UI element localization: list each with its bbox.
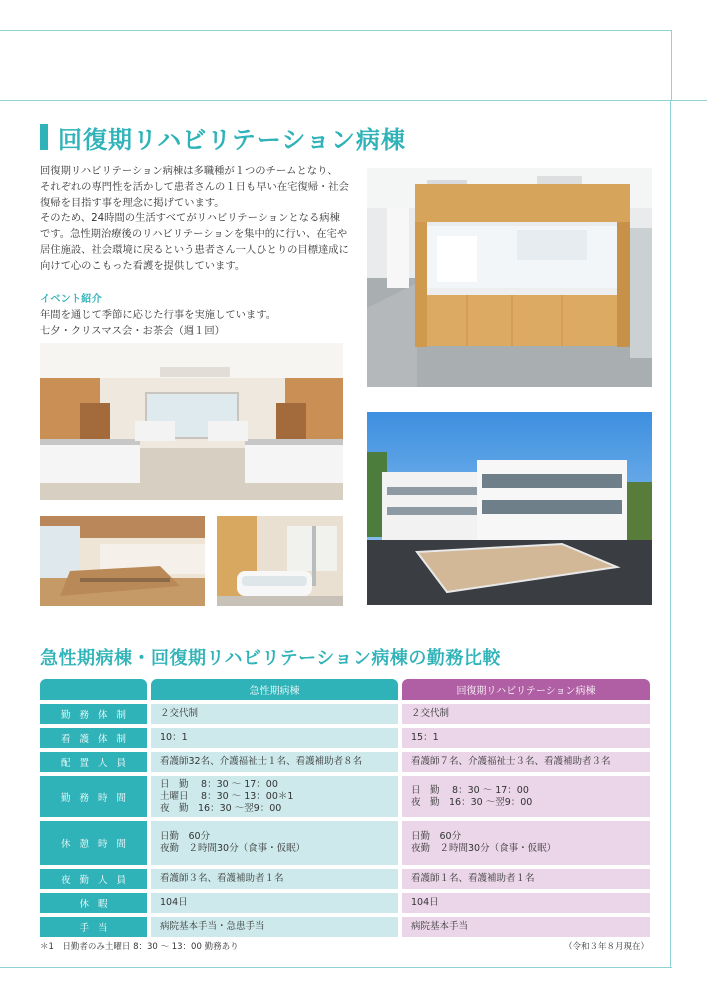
row-label: 勤務時間 bbox=[40, 776, 147, 817]
cell-line: 日勤 60分 bbox=[160, 831, 211, 842]
row-label: 勤務体制 bbox=[40, 704, 147, 724]
table-row bbox=[40, 752, 650, 772]
patient-room-photo bbox=[40, 343, 343, 500]
cell-line: 看護師１名、看護補助者１名 bbox=[411, 873, 535, 884]
intro-line: 居住施設、社会環境に戻るという患者さん一人ひとりの目標達成に bbox=[40, 243, 349, 256]
footnote: ＊1 日勤者のみ土曜日 8：30 ～ 13：00 勤務あり bbox=[40, 942, 239, 952]
frame-bottom bbox=[0, 967, 672, 968]
page-title bbox=[40, 122, 406, 152]
recovery-cell bbox=[402, 704, 650, 724]
column-header-recovery: 回復期リハビリテーション病棟 bbox=[402, 679, 650, 700]
intro-line: です。急性期治療後のリハビリテーションを集中的に行い、在宅や bbox=[40, 228, 348, 241]
acute-cell bbox=[151, 776, 398, 817]
table-corner bbox=[40, 679, 147, 700]
row-label: 看護体制 bbox=[40, 728, 147, 748]
intro-line: それぞれの専門性を活かして患者さんの１日も早い在宅復帰・社会 bbox=[40, 180, 349, 193]
cell-line: 10：1 bbox=[160, 732, 188, 743]
cell-line: 看護師７名、介護福祉士３名、看護補助者３名 bbox=[411, 756, 611, 767]
table-row bbox=[40, 893, 650, 913]
cell-line: 15：1 bbox=[411, 732, 439, 743]
acute-cell bbox=[151, 917, 398, 937]
event-description: 年間を通じて季節に応じた行事を実施しています。 bbox=[40, 309, 277, 321]
event-heading: イベント紹介 bbox=[40, 293, 102, 305]
cell-line: 日 勤 8：30 ～ 17：00 bbox=[411, 784, 529, 796]
recovery-cell bbox=[402, 869, 650, 889]
cell-line: 土曜日 8：30 ～ 13：00＊1 bbox=[160, 790, 294, 802]
event-list: 七夕・クリスマス会・お茶会（週１回） bbox=[40, 325, 225, 337]
building-exterior-photo bbox=[367, 412, 652, 605]
frame-divider bbox=[0, 100, 707, 101]
acute-cell bbox=[151, 869, 398, 889]
title-accent-bar bbox=[40, 124, 48, 150]
comparison-title: 急性期病棟・回復期リハビリテーション病棟の勤務比較 bbox=[40, 648, 501, 669]
cell-line: 104日 bbox=[411, 897, 439, 908]
recovery-cell bbox=[402, 752, 650, 772]
acute-cell bbox=[151, 893, 398, 913]
recovery-cell bbox=[402, 917, 650, 937]
recovery-cell bbox=[402, 893, 650, 913]
cell-line: 日勤 60分 bbox=[411, 831, 462, 842]
table-row bbox=[40, 728, 650, 748]
cell-line: ２交代制 bbox=[160, 708, 199, 719]
acute-cell bbox=[151, 728, 398, 748]
row-label: 夜勤人員 bbox=[40, 869, 147, 889]
cell-line: 日 勤 8：30 ～ 17：00 bbox=[160, 778, 278, 790]
row-label: 手当 bbox=[40, 917, 147, 937]
bathroom-photo bbox=[217, 516, 343, 606]
cell-line: 夜 勤 16：30 ～翌9：00 bbox=[411, 796, 533, 808]
recovery-cell bbox=[402, 821, 650, 865]
cell-line: 看護師３名、看護補助者１名 bbox=[160, 873, 284, 884]
recovery-cell bbox=[402, 776, 650, 817]
table-row bbox=[40, 776, 650, 817]
table-row bbox=[40, 917, 650, 937]
row-label: 配置人員 bbox=[40, 752, 147, 772]
column-header-acute: 急性期病棟 bbox=[151, 679, 398, 700]
row-label: 休暇 bbox=[40, 893, 147, 913]
page-title-text: 回復期リハビリテーション病棟 bbox=[58, 125, 406, 154]
table-row bbox=[40, 869, 650, 889]
table-row bbox=[40, 821, 650, 865]
cell-line: 病院基本手当・急患手当 bbox=[160, 921, 265, 932]
intro-text bbox=[40, 164, 352, 275]
intro-line: 向けて心のこもった看護を提供しています。 bbox=[40, 259, 246, 272]
cell-line: 夜勤 ２時間30分（食事・仮眠） bbox=[160, 843, 306, 854]
nurse-station-photo bbox=[367, 168, 652, 387]
intro-line: 復帰を目指す事を理念に掲げています。 bbox=[40, 196, 225, 209]
cell-line: 看護師32名、介護福祉士１名、看護補助者８名 bbox=[160, 756, 363, 767]
recovery-cell bbox=[402, 728, 650, 748]
table-row bbox=[40, 704, 650, 724]
frame-side bbox=[670, 100, 671, 968]
acute-cell bbox=[151, 821, 398, 865]
acute-cell bbox=[151, 704, 398, 724]
as-of-date: （令和３年８月現在） bbox=[563, 942, 649, 952]
cell-line: 104日 bbox=[160, 897, 188, 908]
cell-line: 病院基本手当 bbox=[411, 921, 469, 932]
row-label: 休憩時間 bbox=[40, 821, 147, 865]
frame-top bbox=[0, 30, 672, 100]
intro-line: 回復期リハビリテーション病棟は多職種が１つのチームとなり、 bbox=[40, 165, 338, 177]
cell-line: 夜勤 ２時間30分（食事・仮眠） bbox=[411, 843, 557, 854]
cell-line: ２交代制 bbox=[411, 708, 450, 719]
dayroom-photo bbox=[40, 516, 205, 606]
acute-cell bbox=[151, 752, 398, 772]
cell-line: 夜 勤 16：30 ～翌9：00 bbox=[160, 802, 282, 814]
intro-line: そのため、24時間の生活すべてがリハビリテーションとなる病棟 bbox=[40, 212, 340, 225]
